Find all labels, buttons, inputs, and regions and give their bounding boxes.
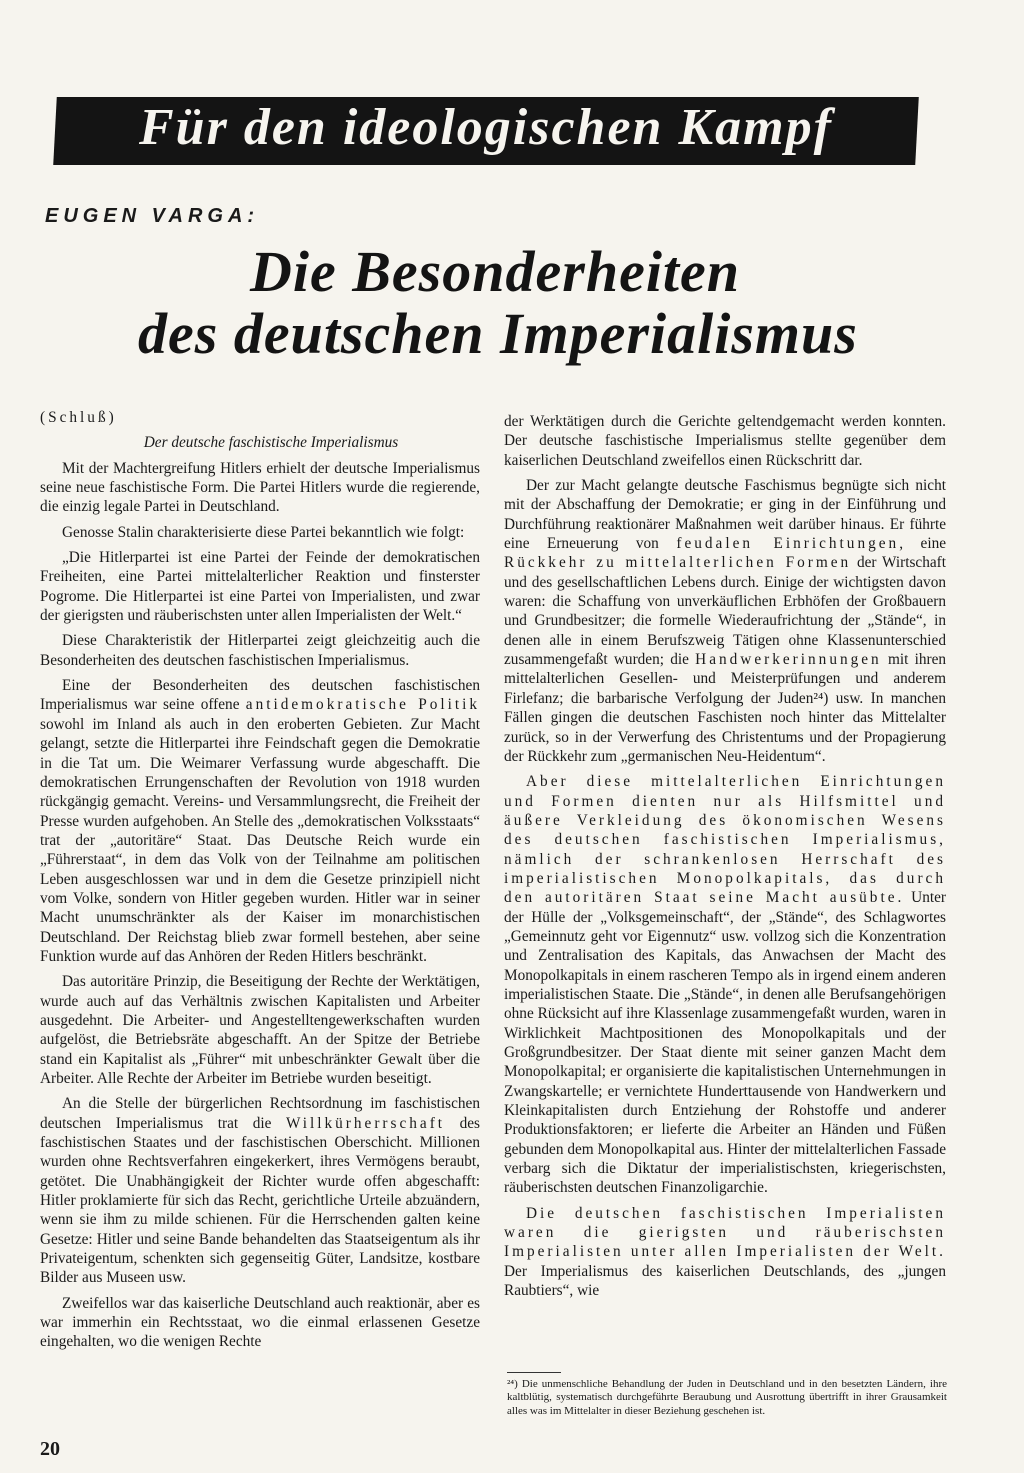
paragraph: An die Stelle der bürgerlichen Rechtsordnung im faschistischen deutschen Imperialismus trat die Willkürherrschaft des faschistischen Staates und der faschistischen Oberschicht. Millionen wurden ohne Rechtsverfahren eingekerkert, ihres Vermögens beraubt, getötet. Die Unabhängigkeit der Richter wurde offen abgeschafft: Hitler proklamierte für sich das Recht, gerichtliche Urteile abzuändern, wenn sie ihm zu milde schienen. Für die Herrschenden galten keine Gesetze: Hitler und seine Bande behandelten das Staatseigentum als ihr Privateigentum, schenkten sich gegenseitig Güter, Landsitze, kostbare Bilder aus Museen usw. — [40, 1095, 480, 1287]
article-title-line1: Die Besonderheiten — [250, 239, 741, 304]
stalin-quote: „Die Hitlerpartei ist eine Partei der Feinde der demokratischen Freiheiten, eine Partei mittelalterlicher Reaktion und finsterster Pogrome. Die Hitlerpartei ist eine Partei von Imperialisten, und zwar der gierigsten und räuberischsten unter allen Imperialisten der Welt.“ — [40, 549, 480, 625]
article-title-line2: des deutschen Imperialismus — [138, 301, 858, 366]
paragraph: der Werktätigen durch die Gerichte geltendgemacht werden konnten. Der deutsche faschistische Imperialismus stellte gegenüber dem kaiserlichen Deutschland zweifellos einen Rückschritt dar. — [504, 413, 946, 469]
section-banner — [53, 97, 919, 165]
paragraph: Der zur Macht gelangte deutsche Faschismus begnügte sich nicht mit der Abschaffung der Demokratie; er ging in der Einführung und Durchführung reaktionärer Maßnahmen weit darüber hinaus. Er führte eine Erneuerung von feudalen Einrichtungen, eine Rückkehr zu mittelalterlichen Formen der Wirtschaft und des gesellschaftlichen Lebens durch. Einige der wichtigsten davon waren: die Schaffung von unverkäuflichen Erbhöfen der Großbauern und Grundbesitzer; die formelle Wiederaufrichtung der „Stände“, in denen alle in einem Berufszweig Tätigen ohne Klassenunterschied zusammengefaßt wurden; die Handwerkerinnungen mit ihren mittelalterlichen Gesellen- und Meisterprüfungen und anderem Firlefanz; die barbarische Verfolgung der Juden²⁴) usw. In manchen Fällen gingen die deutschen Faschisten noch hinter das Mittelalter zurück, so in der Verwerfung des Christentums und der Propagierung der Rückkehr zum „germanischen Neu-Heidentum“. — [504, 477, 947, 765]
footnote: ²⁴) Die unmenschliche Behandlung der Juden in Deutschland und in den besetzten Ländern, ihre kaltblütig, systematisch durchgeführte Beraubung und Ausrottung übertrifft in ihrer Grausamkeit alles was im Mittelalter in dieser Beziehung geschehen ist. — [507, 1378, 947, 1417]
paragraph: Genosse Stalin charakterisierte diese Partei bekanntlich wie folgt: — [62, 523, 465, 541]
section-subheading: Der deutsche faschistische Imperialismus — [143, 434, 399, 452]
banner-title: Für den ideologischen Kampf — [139, 98, 833, 156]
right-column — [504, 412, 946, 1306]
author-name: EUGEN VARGA: — [45, 205, 260, 227]
page-number: 20 — [40, 1438, 60, 1460]
paragraph: Das autoritäre Prinzip, die Beseitigung der Rechte der Werktätigen, wurde auch auf das Verhältnis zwischen Kapitalisten und Arbeiter ausgedehnt. Die Arbeiter- und Angestelltengewerkschaften wurden aufgelöst, die Betriebsräte abgeschafft. An der Spitze der Betriebe stand ein Kapitalist als „Führer“ mit unbeschränkter Gewalt über die Arbeiter. Alle Rechte der Arbeiter im Betriebe wurden beseitigt. — [40, 973, 480, 1087]
paragraph: Zweifellos war das kaiserliche Deutschland auch reaktionär, aber es war immerhin ein Rechtsstaat, wo die einmal erlassenen Gesetze eingehalten, wo die wenigen Rechte — [40, 1294, 480, 1351]
left-column — [40, 408, 480, 1358]
footnote-divider — [507, 1372, 561, 1373]
paragraph: Die deutschen faschistischen Imperialisten waren die gierigsten und räuberischsten Imperialisten unter allen Imperialisten der Welt. Der Imperialismus des kaiserlichen Deutschlands, des „jungen Raubtiers“, wie — [504, 1204, 946, 1300]
paragraph: Aber diese mittelalterlichen Einrichtungen und Formen dienten nur als Hilfsmittel und äußere Verkleidung des ökonomischen Wesens des deutschen faschistischen Imperialismus, nämlich der schrankenlosen Herrschaft des imperialistischen Monopolkapitals, das durch den autoritären Staat seine Macht ausübte. Unter der Hülle der „Volksgemeinschaft“, der „Stände“, des Schlagwortes „Gemeinnutz geht vor Eigennutz“ usw. vollzog sich die Konzentration und Zentralisation des Kapitals, das Anwachsen der Macht des Monopolkapitals in einem rascheren Tempo als in irgend einem anderen imperialistischen Staate. Die „Stände“, in denen alle Berufsangehörigen ohne Rücksicht auf ihre Klassenlage zusammengefaßt wurden, waren in Wirklichkeit Machtpositionen des Monopolkapitals und der Großgrundbesitzer. Der Staat diente mit seiner ganzen Macht dem Monopolkapital; er organisierte die kapitalistischen Unternehmungen in Zwangskartelle; er vernichtete Hunderttausende von Handwerkern und Kleinkapitalisten durch Entziehung der Rohstoffe und anderer Produktionsfaktoren; er lieferte die Arbeiter an Händen und Füßen gebunden dem Monopolkapital aus. Hinter der mittelalterlichen Fassade verbarg sich die Diktatur der imperialistischsten, kriegerischsten, räuberischsten deutschen Finanzoligarchie. — [504, 773, 947, 1197]
paragraph: Diese Charakteristik der Hitlerpartei zeigt gleichzeitig auch die Besonderheiten des deutschen faschistischen Imperialismus. — [40, 632, 480, 669]
paragraph: Mit der Machtergreifung Hitlers erhielt der deutsche Imperialismus seine neue faschistische Form. Die Partei Hitlers wurde die regierende, die einzig legale Partei in Deutschland. — [40, 459, 480, 516]
paragraph: Eine der Besonderheiten des deutschen faschistischen Imperialismus war seine offene antidemokratische Politik sowohl im Inland als auch in den eroberten Gebieten. Zur Macht gelangt, setzte die Hitlerpartei ihre Feindschaft gegen die Demokratie in die Tat um. Die Weimarer Verfassung wurde abgeschafft. Die demokratischen Errungenschaften der Revolution von 1918 wurden rückgängig gemacht. Vereins- und Versammlungsrecht, die Freiheit der Presse wurden aufgehoben. An Stelle des „demokratischen Volksstaats“ trat der „autoritäre“ Staat. Das Deutsche Reich wurde ein „Führerstaat“, in dem das Volk von der Teilnahme am politischen Leben ausgeschlossen war und in dem die Gesetze prinzipiell nicht vom Volke, sondern von Hitler gegeben wurden. Hitler war in seiner Macht unumschränkter als der Kaiser im monarchistischen Deutschland. Der Reichstag blieb zwar formell bestehen, aber seine Funktion wurde auf das Anhören der Reden Hitlers beschränkt. — [40, 677, 480, 965]
continuation-note: (Schluß) — [40, 409, 117, 426]
